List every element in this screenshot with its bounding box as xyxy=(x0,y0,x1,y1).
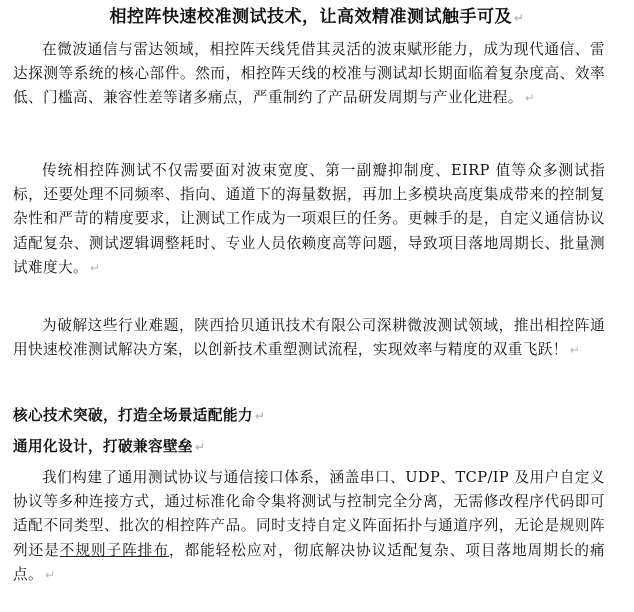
paragraph-mark-icon: ↵ xyxy=(254,409,266,423)
paragraph-intro xyxy=(13,38,605,111)
paragraph-text-before: 我们构建了通用测试协议与通信接口体系，涵盖串口、UDP、TCP/IP 及用户自定义协议等多种连接方式，通过标准化命令集将测试与控制完全分离，无需修改程序代码即可适配不同类型、批次的相控阵产品。同时支持自定义阵面拓扑与通道序列，无论是规则阵列还是 xyxy=(13,469,605,559)
heading-text: 核心技术突破，打造全场景适配能力 xyxy=(13,407,253,424)
paragraph-mark-icon: ↵ xyxy=(524,91,536,106)
paragraph-text: 为破解这些行业难题，陕西拾贝通讯技术有限公司深耕微波测试领域，推出相控阵通用快速校准测试解决方案，以创新技术重塑测试流程，实现效率与精度的双重飞跃！ xyxy=(13,317,605,359)
subsection-heading xyxy=(13,435,613,459)
underlined-phrase: 不规则子阵排布 xyxy=(59,541,169,559)
document-title xyxy=(0,4,634,31)
paragraph-mark-icon: ↵ xyxy=(45,567,56,582)
paragraph-mark-icon: ↵ xyxy=(89,260,101,275)
paragraph-mark-icon: ↵ xyxy=(513,11,525,25)
heading-text: 通用化设计，打破兼容壁垒 xyxy=(13,438,193,455)
paragraph-traditional-testing xyxy=(13,159,605,280)
paragraph-mark-icon: ↵ xyxy=(194,440,206,454)
paragraph-mark-icon: ↵ xyxy=(569,343,581,358)
title-text: 相控阵快速校准测试技术，让高效精准测试触手可及 xyxy=(109,7,512,27)
paragraph-text-after: ，都能轻松应对，彻底解决协议适配复杂、项目落地周期长的痛点。 xyxy=(13,541,606,583)
paragraph-universal-design xyxy=(13,466,605,587)
paragraph-text: 传统相控阵测试不仅需要面对波束宽度、第一副瓣抑制度、EIRP 值等众多测试指标，还要处理不同频率、指向、通道下的海量数据，再加上多模块高度集成带来的控制复杂性和严苛的精度要求，让测试工作成为一项艰巨的任务。更棘手的是，自定义通信协议适配复杂、测试逻辑调整耗时、专业人员依赖度高等问题，导致项目落地周期长、批量测试难度大。 xyxy=(13,162,605,276)
paragraph-solution xyxy=(13,314,605,362)
section-heading xyxy=(13,404,613,428)
paragraph-text: 在微波通信与雷达领域，相控阵天线凭借其灵活的波束赋形能力，成为现代通信、雷达探测等系统的核心部件。然而，相控阵天线的校准与测试却长期面临着复杂度高、效率低、门槛高、兼容性差等诸多痛点，严重制约了产品研发周期与产业化进程。 xyxy=(13,41,605,107)
